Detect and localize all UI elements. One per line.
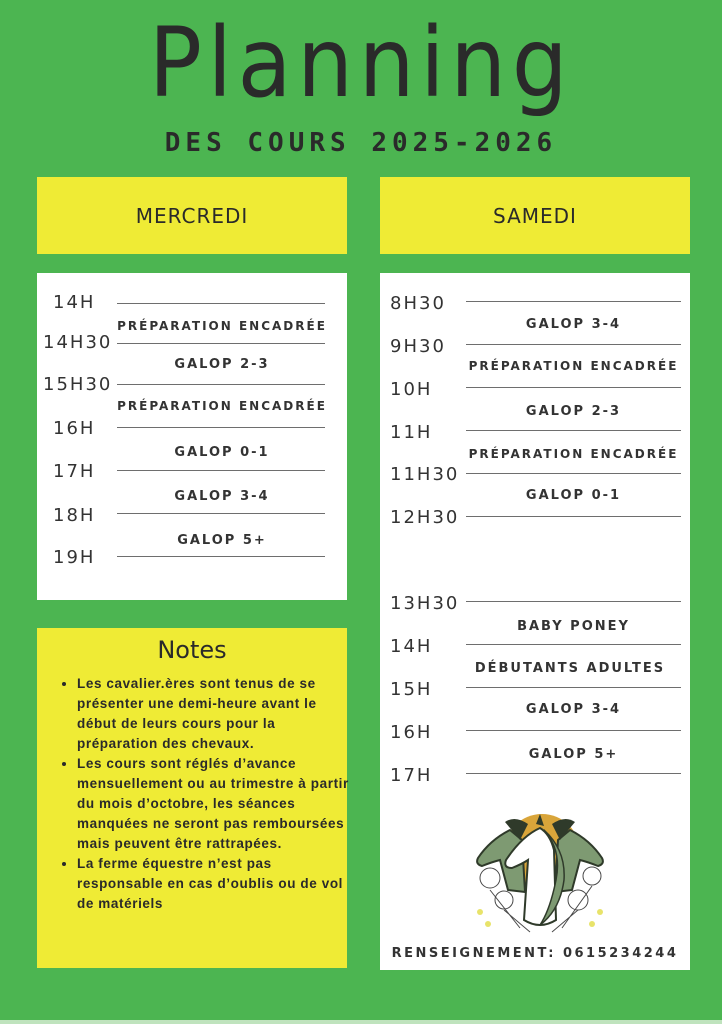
divider [117, 384, 325, 385]
course-label: DÉBUTANTS ADULTES [474, 661, 666, 676]
divider [466, 430, 681, 431]
note-item: • Les cours sont réglés d’avance mensuellement ou au trimestre à partir du mois d’octobre, les séances manquées ne seront pas remboursées mais peuvent être rattrapées. [77, 754, 357, 854]
time-slot: 11H [390, 422, 433, 443]
time-slot: 14H [390, 636, 433, 657]
day-header-samedi: SAMEDI [380, 177, 690, 254]
course-label: PRÉPARATION ENCADRÉE [117, 319, 327, 333]
course-label: GALOP 0-1 [174, 445, 270, 460]
time-slot: 12H30 [390, 507, 460, 528]
divider [466, 516, 681, 517]
bottom-border [0, 1020, 722, 1024]
course-label: GALOP 2-3 [525, 404, 622, 419]
divider [117, 303, 325, 304]
divider [117, 470, 325, 471]
page-title: Planning [148, 7, 574, 119]
horses-logo-icon [470, 800, 610, 940]
course-label: GALOP 3-4 [525, 702, 622, 717]
course-label: PRÉPARATION ENCADRÉE [468, 447, 679, 461]
notes-list [59, 674, 357, 914]
divider [466, 730, 681, 731]
day-header-mercredi: MERCREDI [37, 177, 347, 254]
divider [117, 343, 325, 344]
course-label: GALOP 5+ [528, 747, 619, 762]
course-label: GALOP 3-4 [174, 489, 270, 504]
time-slot: 15H30 [43, 374, 113, 395]
time-slot: 16H [390, 722, 433, 743]
course-label: PRÉPARATION ENCADRÉE [468, 359, 679, 373]
time-slot: 8H30 [390, 293, 446, 314]
divider [117, 427, 325, 428]
divider [466, 773, 681, 774]
time-slot: 17H [390, 765, 433, 786]
course-label: GALOP 5+ [177, 533, 267, 548]
time-slot: 17H [53, 461, 96, 482]
contact-info: RENSEIGNEMENT: 0615234244 [391, 946, 679, 961]
divider [117, 513, 325, 514]
divider [466, 344, 681, 345]
note-item: • La ferme équestre n’est pas responsable en cas d’oublis ou de vol de matériels [77, 854, 357, 914]
time-slot: 15H [390, 679, 433, 700]
divider [117, 556, 325, 557]
time-slot: 10H [390, 379, 433, 400]
notes-panel [37, 628, 347, 968]
course-label: GALOP 2-3 [174, 357, 270, 372]
course-label: GALOP 0-1 [525, 488, 622, 503]
time-slot: 16H [53, 418, 96, 439]
course-label: GALOP 3-4 [525, 317, 622, 332]
time-slot: 11H30 [390, 464, 460, 485]
divider [466, 687, 681, 688]
notes-title: Notes [157, 636, 227, 664]
time-slot: 14H30 [43, 332, 113, 353]
time-slot: 14H [53, 292, 96, 313]
course-label: PRÉPARATION ENCADRÉE [117, 399, 327, 413]
divider [466, 601, 681, 602]
divider [466, 301, 681, 302]
course-label: BABY PONEY [517, 619, 630, 634]
divider [466, 473, 681, 474]
time-slot: 19H [53, 547, 96, 568]
time-slot: 9H30 [390, 336, 446, 357]
note-item: • Les cavalier.ères sont tenus de se présenter une demi-heure avant le début de leurs cours pour la préparation des chevaux. [77, 674, 357, 754]
time-slot: 18H [53, 505, 96, 526]
divider [466, 387, 681, 388]
mercredi-schedule-card [37, 273, 347, 600]
divider [466, 644, 681, 645]
time-slot: 13H30 [390, 593, 460, 614]
page-subtitle: DES COURS 2025-2026 [164, 128, 558, 158]
